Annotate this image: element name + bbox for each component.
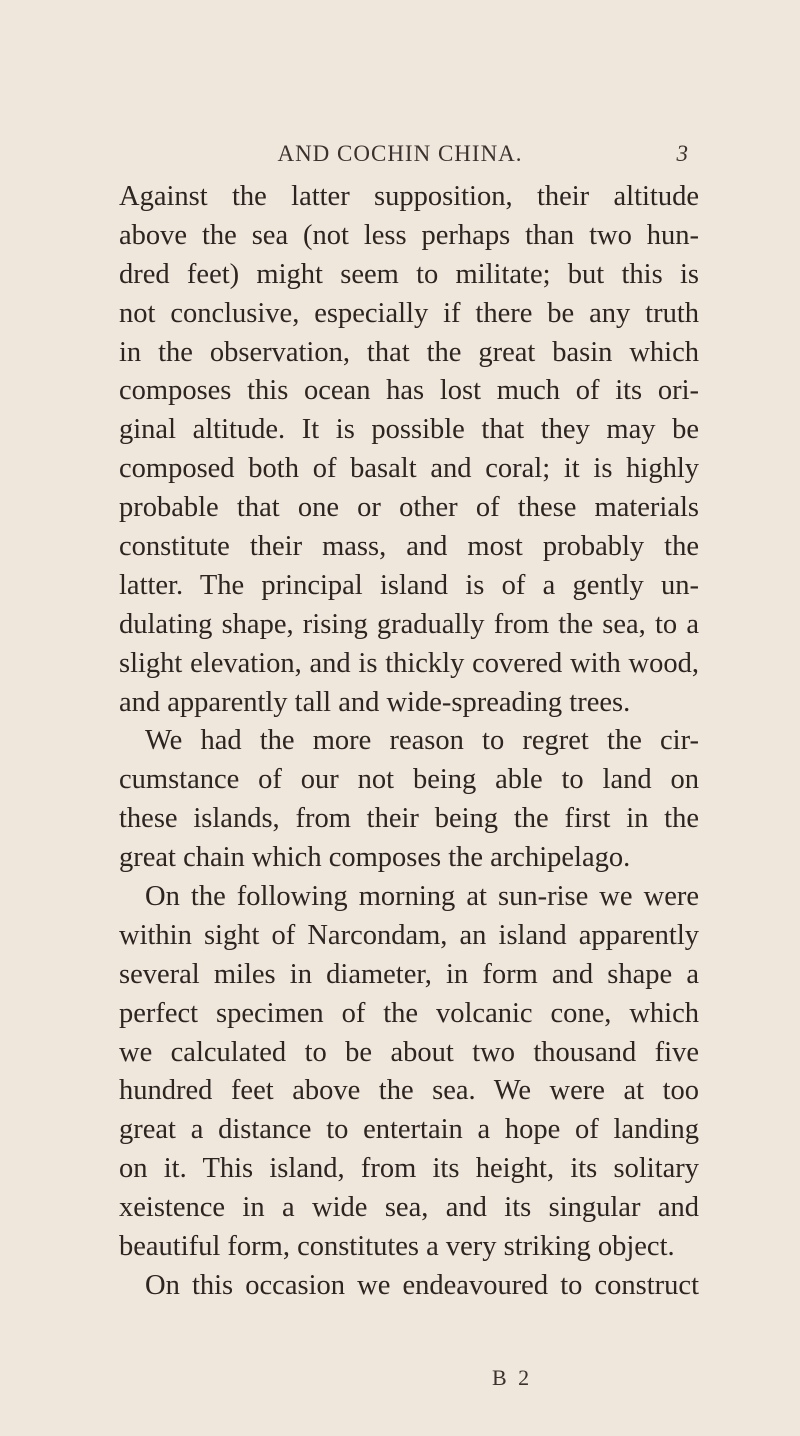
text-line: several miles in diameter, in form and shape a <box>119 958 699 990</box>
text-line: within sight of Narcondam, an island apparently <box>119 919 699 951</box>
text-line: in the observation, that the great basin which <box>119 336 699 368</box>
text-line: slight elevation, and is thickly covered with wood, <box>119 647 699 679</box>
text-line: and apparently tall and wide-spreading trees. <box>119 686 631 718</box>
running-title: AND COCHIN CHINA. <box>277 141 523 166</box>
text-line: not conclusive, especially if there be any truth <box>119 297 699 329</box>
page-number: 3 <box>676 141 688 166</box>
text-line: great a distance to entertain a hope of landing <box>119 1114 699 1146</box>
signature-mark <box>0 1363 800 1393</box>
text-line: great chain which composes the archipelago. <box>119 842 631 874</box>
text-line: ginal altitude. It is possible that they may be <box>119 414 699 446</box>
text-line: probable that one or other of these materials <box>119 492 699 524</box>
text-line: cumstance of our not being able to land on <box>119 764 699 796</box>
text-line: above the sea (not less perhaps than two hun- <box>119 219 699 251</box>
text-line: we calculated to be about two thousand five <box>119 1036 699 1068</box>
text-line: perfect specimen of the volcanic cone, which <box>119 997 699 1029</box>
text-line: On the following morning at sun-rise we were <box>145 881 699 913</box>
text-line: on it. This island, from its height, its solitary <box>119 1153 699 1185</box>
text-line: dulating shape, rising gradually from the sea, to a <box>119 608 699 640</box>
text-line: On this occasion we endeavoured to construct <box>145 1269 699 1301</box>
body-text <box>119 178 699 1306</box>
text-line: Against the latter supposition, their altitude <box>119 181 699 212</box>
text-line: composes this ocean has lost much of its ori- <box>119 375 699 407</box>
text-line: these islands, from their being the first in the <box>119 803 699 835</box>
text-line: xeistence in a wide sea, and its singular and <box>119 1192 699 1224</box>
text-line: constitute their mass, and most probably the <box>119 531 699 563</box>
text-line: dred feet) might seem to militate; but this is <box>119 258 699 290</box>
text-line: hundred feet above the sea. We were at too <box>119 1075 699 1107</box>
text-line: composed both of basalt and coral; it is highly <box>119 453 699 485</box>
text-line: beautiful form, constitutes a very striking object. <box>119 1231 675 1263</box>
text-line: latter. The principal island is of a gently un- <box>119 569 699 601</box>
running-head <box>0 134 800 174</box>
text-line: We had the more reason to regret the cir- <box>145 725 699 757</box>
signature-text: B 2 <box>492 1365 533 1390</box>
